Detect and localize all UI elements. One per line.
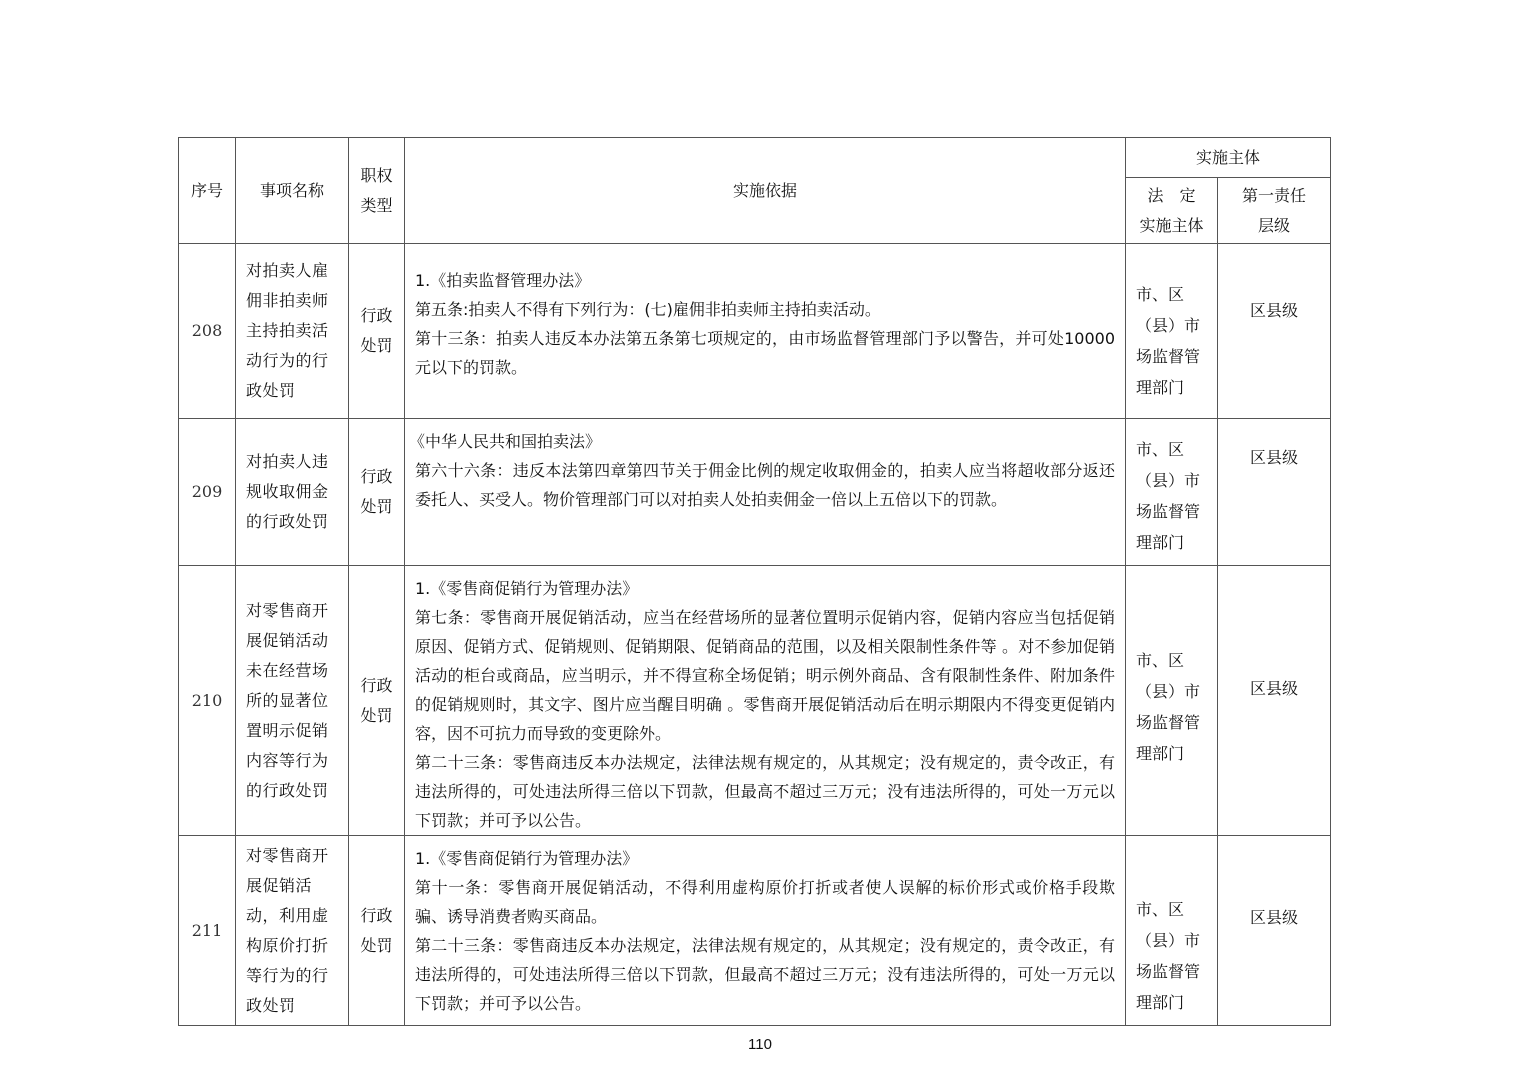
header-legal-subject-line2: 实施主体 <box>1139 215 1204 235</box>
basis-article: 第七条：零售商开展促销活动，应当在经营场所的显著位置明示促销内容，促销内容应当包括促销原因、促销方式、促销规则、促销期限、促销商品的范围，以及相关限制性条件等 。对不参加促销活动的柜台或商品，应当明示，并不得宣称全场促销；明示例外商品、含有限制性条件、附加条件的促销规则时，其文字、图片应当醒目明确 。零售商开展促销活动后在明示期限内不得变更促销内容，因不可抗力而导致的变更除外。 <box>415 608 1115 743</box>
table-row <box>179 244 1331 419</box>
row-power-type <box>349 566 405 836</box>
row-seq: 211 <box>179 836 236 1026</box>
row-power-type-line1: 行政 <box>360 467 393 486</box>
row-power-type-line2: 处罚 <box>360 705 393 725</box>
header-seq: 序号 <box>179 138 236 244</box>
header-power-type-line2: 类型 <box>360 195 393 215</box>
row-legal-subject: 市、区（县）市场监督管理部门 <box>1126 419 1218 566</box>
header-first-level-line1: 第一责任 <box>1242 185 1307 205</box>
row-basis <box>405 419 1126 566</box>
row-legal-subject: 市、区（县）市场监督管理部门 <box>1126 244 1218 419</box>
basis-article: 第二十三条：零售商违反本办法规定，法律法规有规定的，从其规定；没有规定的，责令改正，有违法所得的，可处违法所得三倍以下罚款，但最高不超过三万元；没有违法所得的，可处一万元以下罚款；并可予以公告。 <box>415 753 1115 830</box>
basis-article: 第二十三条：零售商违反本办法规定，法律法规有规定的，从其规定；没有规定的，责令改正，有违法所得的，可处违法所得三倍以下罚款，但最高不超过三万元；没有违法所得的，可处一万元以下罚款；并可予以公告。 <box>415 936 1115 1013</box>
header-first-level-line2: 层级 <box>1258 215 1291 235</box>
row-power-type-line2: 处罚 <box>360 336 393 355</box>
row-first-level: 区县级 <box>1218 419 1331 566</box>
basis-law-title: 《中华人民共和国拍卖法》 <box>409 432 602 451</box>
basis-article: 第十三条：拍卖人违反本办法第五条第七项规定的，由市场监督管理部门予以警告，并可处10000 元以下的罚款。 <box>415 329 1115 377</box>
basis-law-title: 1.《拍卖监督管理办法》 <box>415 271 591 290</box>
row-power-type-line1: 行政 <box>360 905 393 925</box>
header-legal-subject <box>1126 178 1218 244</box>
table-row <box>179 419 1331 566</box>
header-subject-group: 实施主体 <box>1126 138 1331 178</box>
row-basis <box>405 244 1126 419</box>
row-power-type-line1: 行政 <box>360 675 393 695</box>
basis-article: 第五条:拍卖人不得有下列行为：(七)雇佣非拍卖师主持拍卖活动。 <box>415 300 881 319</box>
row-name: 对拍卖人违规收取佣金的行政处罚 <box>236 419 349 566</box>
row-basis <box>405 566 1126 836</box>
header-basis: 实施依据 <box>405 138 1126 244</box>
row-name: 对拍卖人雇佣非拍卖师主持拍卖活动行为的行政处罚 <box>236 244 349 419</box>
row-first-level: 区县级 <box>1218 244 1331 419</box>
row-legal-subject: 市、区（县）市场监督管理部门 <box>1126 566 1218 836</box>
row-legal-subject: 市、区（县）市场监督管理部门 <box>1126 836 1218 1026</box>
row-seq: 210 <box>179 566 236 836</box>
header-name: 事项名称 <box>236 138 349 244</box>
row-power-type <box>349 836 405 1026</box>
header-legal-subject-line1: 法 定 <box>1147 185 1196 205</box>
row-power-type-line2: 处罚 <box>360 935 393 955</box>
row-name: 对零售商开展促销活动，利用虚构原价打折等行为的行政处罚 <box>236 836 349 1026</box>
header-first-level <box>1218 178 1331 244</box>
row-seq: 208 <box>179 244 236 419</box>
row-name: 对零售商开展促销活动未在经营场所的显著位置明示促销内容等行为的行政处罚 <box>236 566 349 836</box>
page-number: 110 <box>748 1036 772 1053</box>
header-power-type <box>349 138 405 244</box>
header-row-1 <box>179 138 1331 178</box>
matters-table <box>178 137 1331 1026</box>
basis-article: 第六十六条：违反本法第四章第四节关于佣金比例的规定收取佣金的，拍卖人应当将超收部分返还委托人、买受人。物价管理部门可以对拍卖人处拍卖佣金一倍以上五倍以下的罚款。 <box>415 461 1115 509</box>
row-power-type <box>349 419 405 566</box>
basis-law-title: 1.《零售商促销行为管理办法》 <box>415 579 639 598</box>
basis-law-title: 1.《零售商促销行为管理办法》 <box>415 849 639 868</box>
basis-article: 第十一条：零售商开展促销活动，不得利用虚构原价打折或者使人误解的标价形式或价格手段欺骗、诱导消费者购买商品。 <box>415 878 1115 926</box>
row-power-type-line1: 行政 <box>360 306 393 325</box>
row-power-type-line2: 处罚 <box>360 497 393 516</box>
row-first-level: 区县级 <box>1218 836 1331 1026</box>
row-first-level: 区县级 <box>1218 566 1331 836</box>
table-row <box>179 566 1331 836</box>
row-power-type <box>349 244 405 419</box>
row-seq: 209 <box>179 419 236 566</box>
row-basis <box>405 836 1126 1026</box>
header-power-type-line1: 职权 <box>360 165 393 185</box>
table-row <box>179 836 1331 1026</box>
